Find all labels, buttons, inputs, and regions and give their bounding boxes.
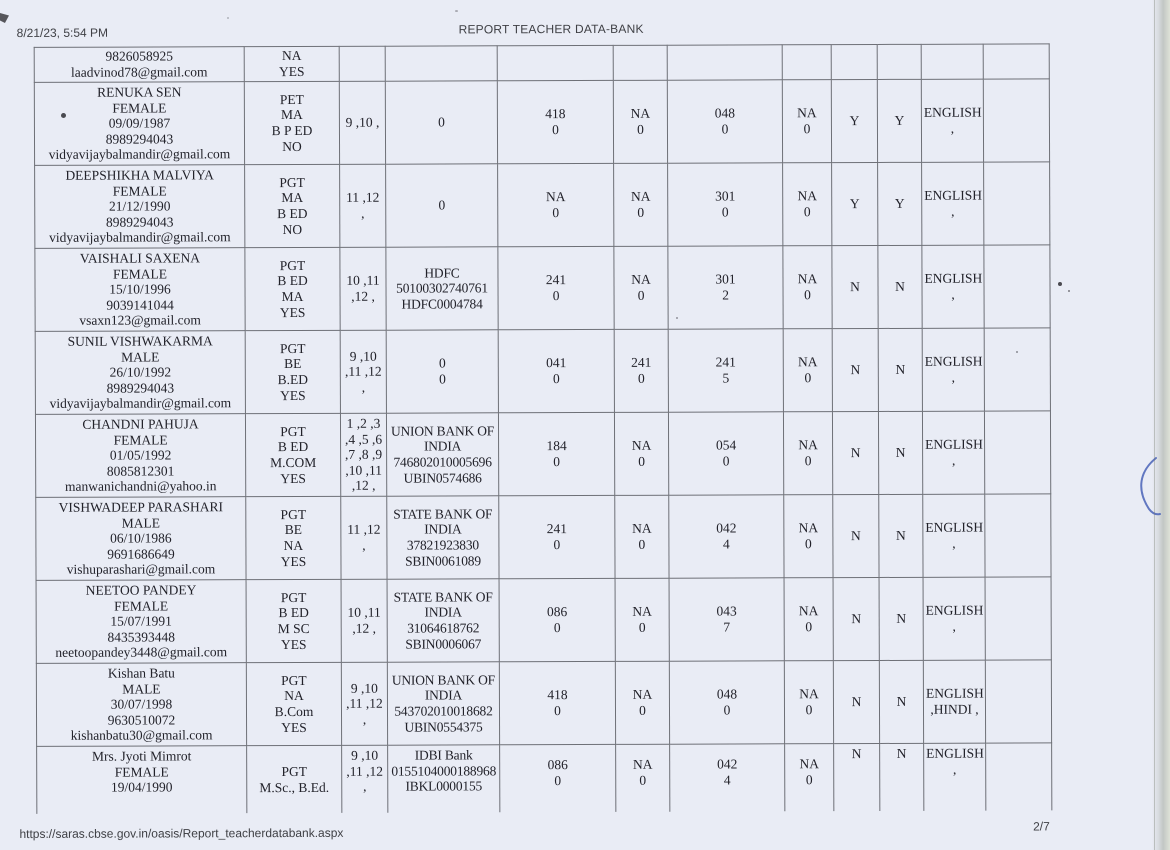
classes-cell: 10 ,11 ,12 , (341, 579, 387, 662)
flag2-cell: N (879, 494, 923, 577)
num2-cell: NA 0 (615, 661, 669, 744)
teacher-table-body (34, 44, 1052, 814)
designation-cell: PGT NA B.Com YES (246, 662, 341, 745)
languages-cell: ENGLISH , (924, 743, 986, 810)
table-row (37, 743, 1052, 814)
designation-cell: PET MA B P ED NO (244, 81, 339, 164)
classes-cell: 11 ,12 , (340, 164, 386, 247)
pen-mark (1128, 455, 1162, 519)
blank-cell (983, 79, 1049, 162)
identity-cell: DEEPSHIKHA MALVIYA FEMALE 21/12/1990 8989294043 vidyavijaybalmandir@gmail.com (35, 165, 245, 249)
classes-cell: 1 ,2 ,3 ,4 ,5 ,6 ,7 ,8 ,9 ,10 ,11 ,12 , (340, 413, 386, 496)
languages-cell: ENGLISH , (922, 245, 984, 328)
designation-cell: PGT B ED M SC YES (246, 579, 341, 662)
bank-cell: IDBI Bank 0155104000188968 IBKL0000155 (388, 745, 500, 812)
flag2-cell: N (879, 660, 923, 743)
flag1-cell: N (833, 494, 879, 577)
teacher-databank-table (34, 43, 1053, 813)
table-row (35, 411, 1050, 498)
classes-cell: 11 ,12 , (341, 496, 387, 579)
blank-cell (986, 743, 1052, 810)
bank-cell: STATE BANK OF INDIA 31064618762 SBIN0006067 (387, 579, 499, 662)
classes-cell (339, 46, 385, 81)
flag2-cell (877, 44, 921, 79)
num4-cell: NA 0 (784, 495, 833, 578)
print-footer (1, 819, 1170, 841)
num3-cell: 043 7 (669, 578, 784, 661)
report-title: REPORT TEACHER DATA-BANK (458, 21, 644, 37)
languages-cell: ENGLISH , (923, 577, 985, 660)
bank-cell: UNION BANK OF INDIA 746802010005696 UBIN0574686 (386, 413, 498, 496)
scan-speck (1016, 351, 1018, 353)
paper-edge-line (1154, 0, 1155, 850)
num4-cell: NA 0 (782, 80, 831, 163)
num4-cell: NA 0 (783, 329, 832, 412)
flag2-cell: N (878, 328, 922, 411)
num3-cell: 301 2 (668, 246, 783, 329)
num2-cell: NA 0 (614, 163, 668, 246)
num4-cell (782, 45, 831, 80)
flag1-cell: N (833, 660, 879, 743)
languages-cell: ENGLISH ,HINDI , (923, 660, 985, 743)
languages-cell: ENGLISH , (922, 328, 984, 411)
num4-cell: NA 0 (784, 578, 833, 661)
table-row (36, 577, 1051, 664)
num1-cell: 241 0 (499, 495, 615, 578)
blank-cell (984, 411, 1050, 494)
identity-cell: NEETOO PANDEY FEMALE 15/07/1991 8435393448 neetoopandey3448@gmail.com (36, 580, 246, 664)
classes-cell: 9 ,10 , (339, 81, 385, 164)
designation-cell: PGT MA B ED NO (245, 164, 340, 247)
bank-cell: UNION BANK OF INDIA 543702010018682 UBIN0554375 (387, 662, 499, 745)
num4-cell: NA 0 (783, 246, 832, 329)
flag2-cell: Y (877, 79, 921, 162)
flag2-cell: N (880, 743, 924, 810)
classes-cell: 9 ,10 ,11 ,12 , (341, 662, 387, 745)
identity-cell: VISHWADEEP PARASHARI MALE 06/10/1986 9691686649 vishuparashari@gmail.com (36, 497, 246, 581)
num4-cell: NA 0 (784, 661, 833, 744)
num3-cell (667, 45, 782, 80)
flag2-cell: N (878, 411, 922, 494)
identity-cell: RENUKA SEN FEMALE 09/09/1987 8989294043 vidyavijaybalmandir@gmail.com (34, 82, 244, 166)
num1-cell: 086 0 (499, 578, 615, 661)
num2-cell (613, 45, 667, 80)
bank-cell: 0 (385, 81, 497, 164)
languages-cell: ENGLISH , (922, 411, 984, 494)
scan-speck (61, 113, 66, 118)
flag1-cell: N (832, 245, 878, 328)
identity-cell: CHANDNI PAHUJA FEMALE 01/05/1992 8085812301 manwanichandni@yahoo.in (35, 414, 245, 498)
num1-cell (497, 45, 613, 80)
designation-cell: NA YES (244, 46, 339, 81)
num1-cell: 418 0 (499, 661, 615, 744)
num2-cell: NA 0 (615, 495, 669, 578)
languages-cell: ENGLISH , (921, 79, 983, 162)
languages-cell (921, 44, 983, 79)
designation-cell: PGT B ED MA YES (245, 247, 340, 330)
blank-cell (984, 245, 1050, 328)
num1-cell: 041 0 (498, 329, 614, 412)
num3-cell: 048 0 (669, 661, 784, 744)
table-row (35, 328, 1050, 415)
identity-cell: VAISHALI SAXENA FEMALE 15/10/1996 9039141044 vsaxn123@gmail.com (35, 248, 245, 332)
flag1-cell: Y (831, 79, 877, 162)
designation-cell: PGT BE B.ED YES (245, 330, 340, 413)
identity-cell: SUNIL VISHWAKARMA MALE 26/10/1992 8989294043 vidyavijaybalmandir@gmail.com (35, 331, 245, 415)
num3-cell: 301 0 (668, 163, 783, 246)
num1-cell: 418 0 (497, 80, 613, 163)
bank-cell: 0 0 (386, 330, 498, 413)
bank-cell: 0 (386, 164, 498, 247)
num2-cell: 241 0 (614, 329, 668, 412)
bank-cell: HDFC 50100302740761 HDFC0004784 (386, 247, 498, 330)
num1-cell: 086 0 (500, 744, 616, 811)
blank-cell (985, 660, 1051, 743)
num3-cell: 042 4 (670, 744, 785, 811)
table-row (36, 660, 1051, 747)
num2-cell: NA 0 (614, 246, 668, 329)
classes-cell: 10 ,11 ,12 , (340, 247, 386, 330)
table-row (34, 44, 1049, 83)
num1-cell: 184 0 (498, 412, 614, 495)
num3-cell: 042 4 (669, 495, 784, 578)
flag1-cell: N (832, 328, 878, 411)
languages-cell: ENGLISH , (922, 162, 984, 245)
blank-cell (984, 328, 1050, 411)
flag1-cell: N (834, 743, 880, 810)
scan-speck (1068, 290, 1070, 292)
flag1-cell: N (833, 577, 879, 660)
blank-cell (984, 162, 1050, 245)
bank-cell: STATE BANK OF INDIA 37821923830 SBIN0061089 (387, 496, 499, 579)
num2-cell: NA 0 (616, 744, 670, 811)
scan-speck (227, 17, 229, 19)
designation-cell: PGT BE NA YES (246, 496, 341, 579)
languages-cell: ENGLISH , (923, 494, 985, 577)
blank-cell (985, 494, 1051, 577)
num2-cell: NA 0 (615, 578, 669, 661)
num3-cell: 054 0 (668, 412, 783, 495)
flag2-cell: N (878, 245, 922, 328)
table-row (36, 494, 1051, 581)
num2-cell: NA 0 (613, 80, 667, 163)
page-indicator: 2/7 (1033, 819, 1050, 834)
table-row (35, 245, 1050, 332)
flag1-cell: N (832, 411, 878, 494)
num1-cell: NA 0 (498, 163, 614, 246)
designation-cell: PGT M.Sc., B.Ed. (247, 745, 342, 812)
classes-cell: 9 ,10 ,11 ,12 , (340, 330, 386, 413)
blank-cell (983, 44, 1049, 79)
num2-cell: NA 0 (614, 412, 668, 495)
num3-cell: 048 0 (667, 80, 782, 163)
bank-cell (385, 46, 497, 81)
source-url: https://saras.cbse.gov.in/oasis/Report_teacherdatabank.aspx (19, 825, 344, 841)
flag1-cell: Y (832, 162, 878, 245)
scan-speck (1058, 282, 1062, 286)
num4-cell: NA 0 (785, 744, 834, 811)
blank-cell (985, 577, 1051, 660)
identity-cell: 9826058925 laadvinod78@gmail.com (34, 47, 244, 83)
num4-cell: NA 0 (783, 412, 832, 495)
flag2-cell: N (879, 577, 923, 660)
classes-cell: 9 ,10 ,11 ,12 , (342, 745, 388, 812)
scan-speck (676, 317, 678, 319)
print-header (0, 21, 1169, 40)
table-row (34, 79, 1049, 166)
print-timestamp: 8/21/23, 5:54 PM (16, 25, 109, 40)
table-row (35, 162, 1050, 249)
identity-cell: Mrs. Jyoti Mimrot FEMALE 19/04/1990 (37, 746, 247, 814)
num1-cell: 241 0 (498, 246, 614, 329)
identity-cell: Kishan Batu MALE 30/07/1998 9630510072 kishanbatu30@gmail.com (36, 663, 246, 747)
flag1-cell (831, 44, 877, 79)
num3-cell: 241 5 (668, 329, 783, 412)
designation-cell: PGT B ED M.COM YES (245, 413, 340, 496)
num4-cell: NA 0 (783, 163, 832, 246)
flag2-cell: Y (878, 162, 922, 245)
scan-speck (455, 10, 458, 12)
